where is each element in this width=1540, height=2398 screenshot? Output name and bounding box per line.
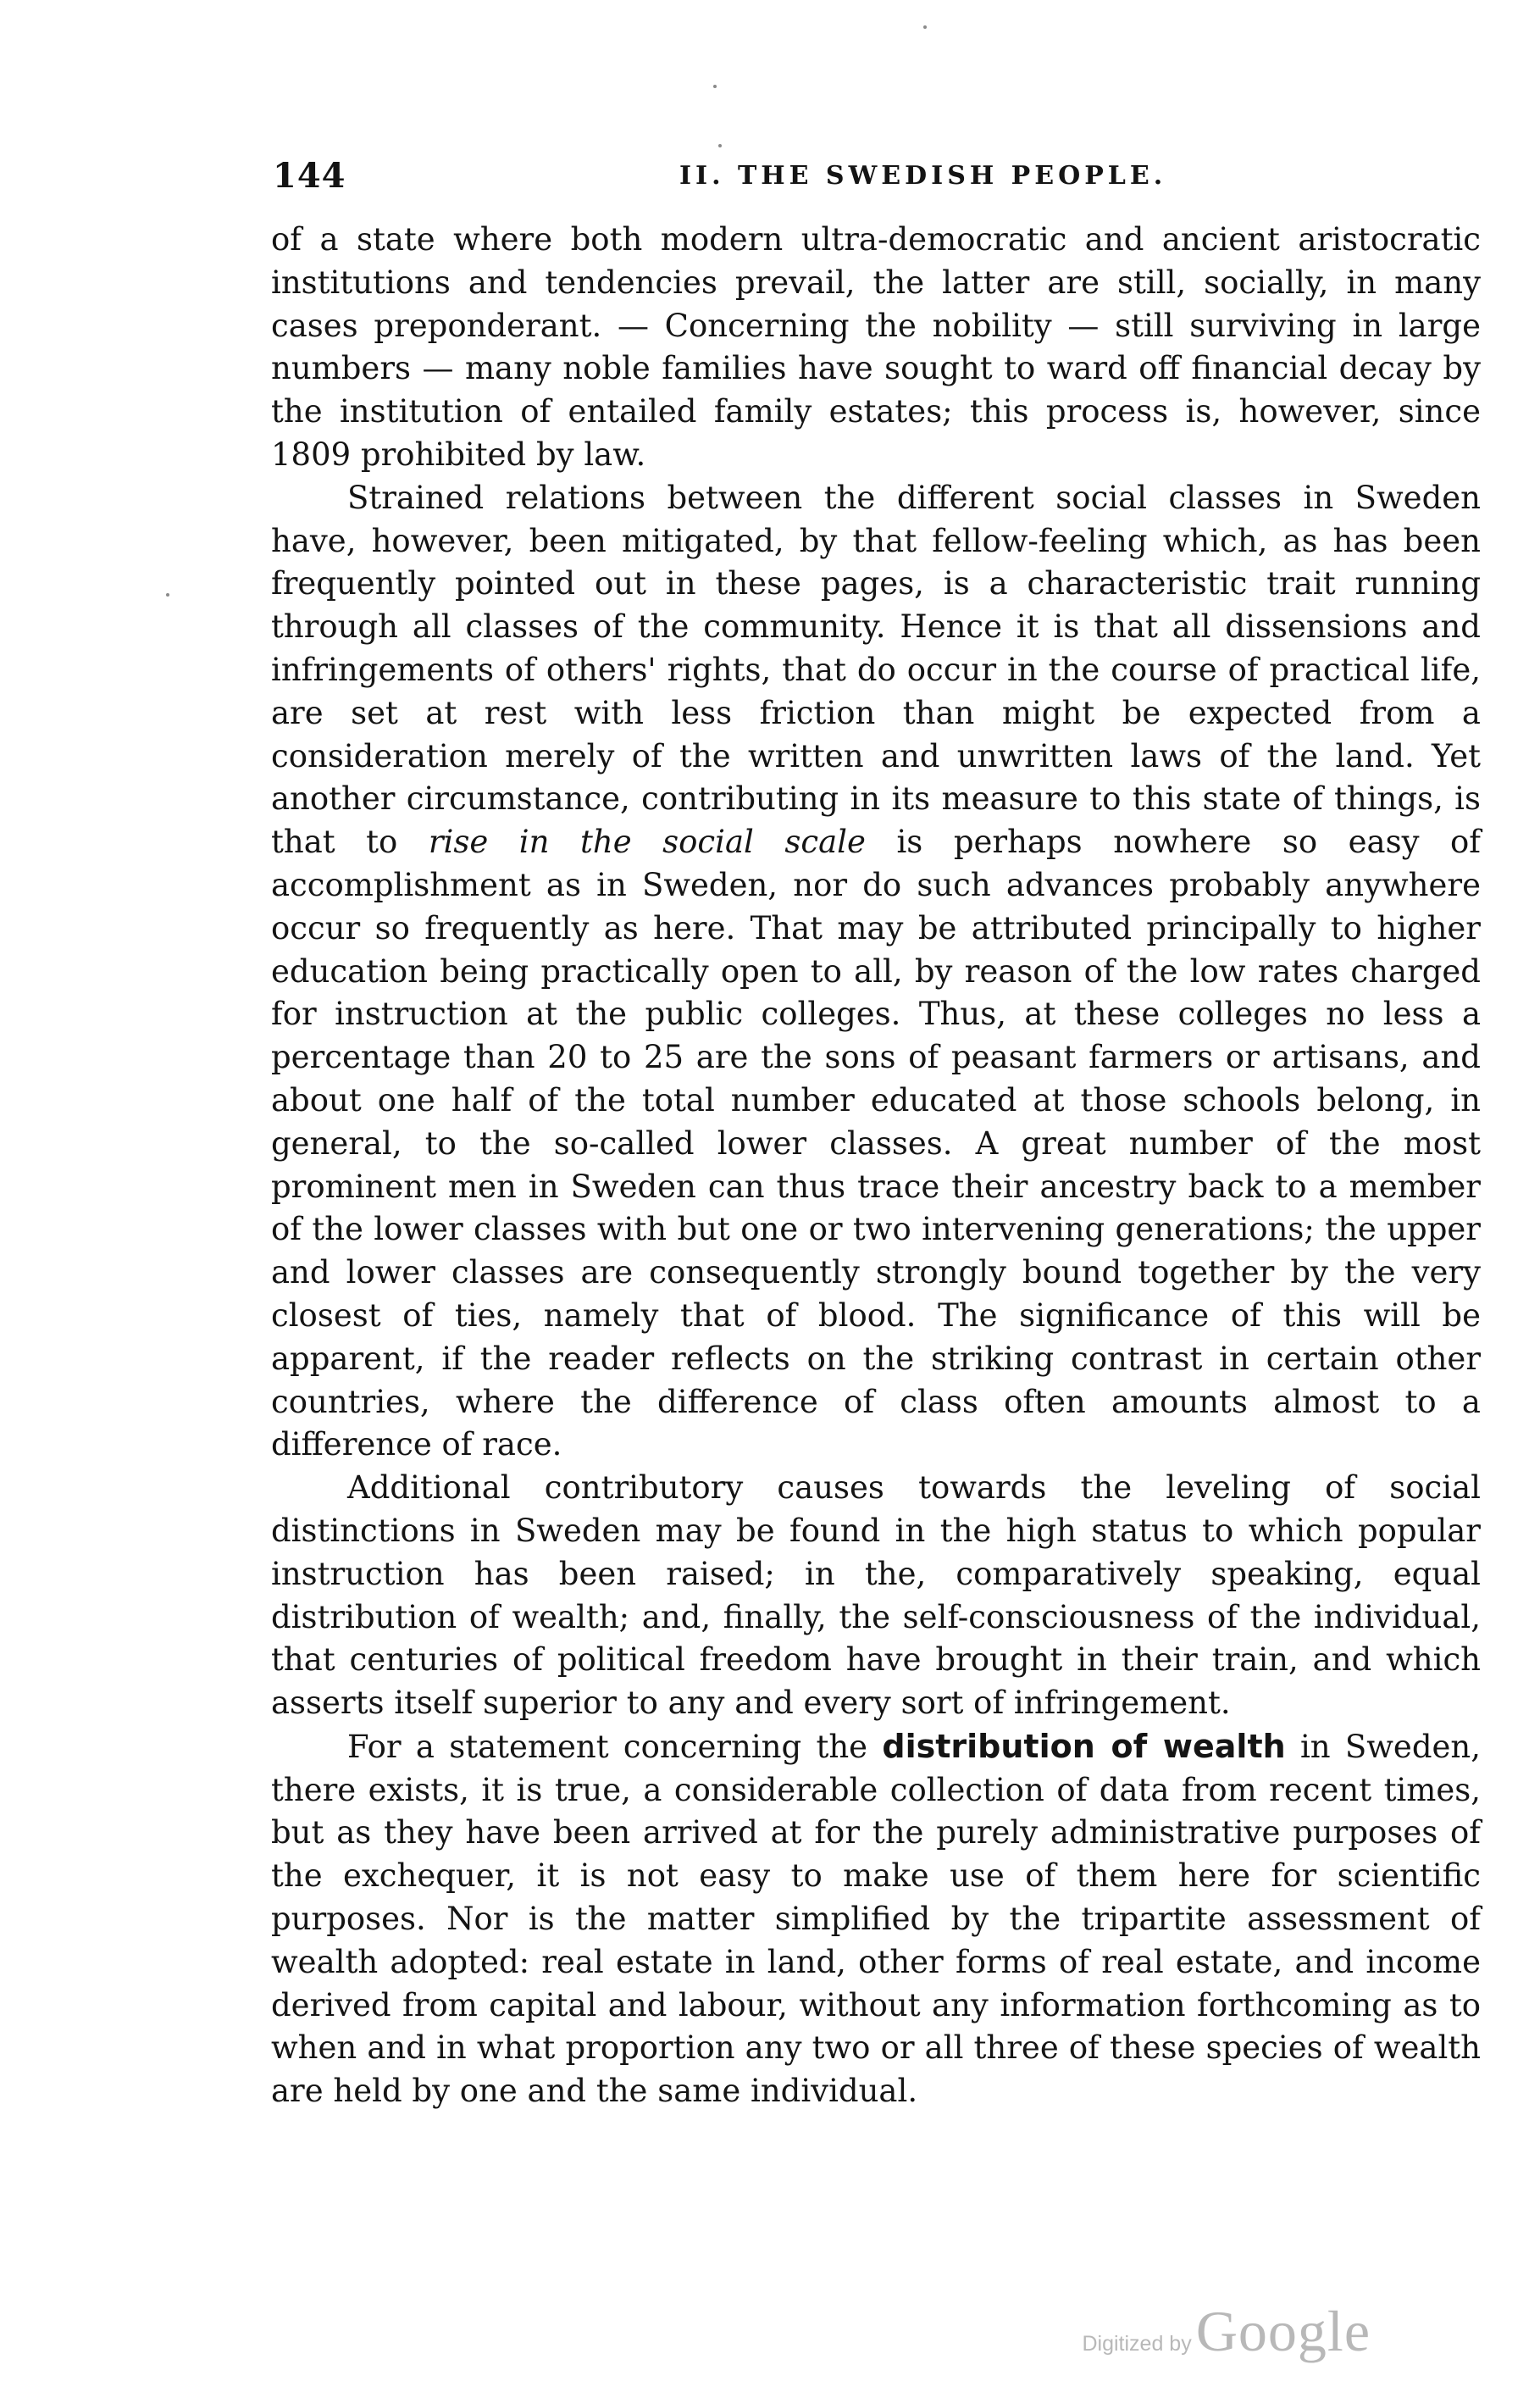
- watermark-digitized-label: Digitized by: [1082, 2332, 1192, 2356]
- italic-phrase-social-scale: rise in the social scale: [428, 824, 866, 861]
- scan-speck-upper: [713, 85, 717, 88]
- paragraph-social-relations-rest: is perhaps nowhere so easy of accomplishment as in Sweden, nor do such advances probably anywhere occur so frequently as here. That may be attributed principally to higher education being practically open to all, by reason of the low rates charged for instruction at the public colleges. Thus, at these colleges no less a percentage than 20 to 25 are the sons of peasant farmers or artisans, and about one half of the total number educated at those schools belong, in general, to the so-called lower classes. A great number of the most prominent men in Sweden can thus trace their ancestry back to a member of the lower classes with but one or two intervening generations; the upper and lower classes are consequently strongly bound together by the very closest of ties, namely that of blood. The significance of this will be apparent, if the reader reflects on the striking contrast in certain other countries, where the difference of class often amounts almost to a difference of race.: [271, 824, 1482, 1463]
- scan-speck-margin: [166, 593, 169, 597]
- google-logo: Google: [1195, 2299, 1371, 2363]
- paragraph-distribution-rest: in Sweden, there exists, it is true, a considerable collection of data from recent times, but as they have been arrived at for the purely administrative purposes of the exchequer, it is not easy to make use of them here for scientific purposes. Nor is the matter simplified by the tripartite assessment of wealth adopted: real estate in land, other forms of real estate, and income derived from capital and labour, without any information forthcoming as to when and in what proportion any two or all three of these species of wealth are held by one and the same individual.: [271, 1728, 1481, 2110]
- digitized-by-google-watermark: [1082, 2298, 1371, 2365]
- scan-speck-top: [923, 25, 927, 29]
- body-text: [271, 219, 1481, 2113]
- paragraph-social-relations: [271, 477, 1481, 1467]
- scan-speck-mid: [718, 144, 722, 147]
- paragraph-social-relations-lead: Strained relations between the different social classes in Sweden have, however, been mitigated, by that fellow-feeling which, as has been frequently pointed out in these pages, is a characteristic trait running through all classes of the community. Hence it is that all dissensions and infringements of others' rights, that do occur in the course of practical life, are set at rest with less friction than might be expected from a consideration merely of the written and unwritten laws of the land. Yet another circumstance, contributing in its measure to this state of things, is that to: [271, 479, 1481, 861]
- bold-term-distribution-of-wealth: distribution of wealth: [882, 1727, 1286, 1765]
- paragraph-continuation: of a state where both modern ultra-democratic and ancient aristocratic institutions and tendencies prevail, the latter are still, socially, in many cases preponderant. — Concerning the nobility — still surviving in large numbers — many noble families have sought to ward off financial decay by the institution of entailed family estates; this process is, however, since 1809 prohibited by law.: [271, 221, 1481, 473]
- running-head: II. THE SWEDISH PEOPLE.: [679, 161, 1167, 191]
- paragraph-distribution: [271, 1725, 1481, 2113]
- paragraph-distribution-lead: For a statement concerning the: [347, 1728, 883, 1765]
- page-header: [273, 156, 1477, 200]
- paragraph-contributory-causes: Additional contributory causes towards the leveling of social distinctions in Sweden may be found in the high status to which popular instruction has been raised; in the, comparatively speaking, equal distribution of wealth; and, finally, the self-consciousness of the individual, that centuries of political freedom have brought in their train, and which asserts itself superior to any and every sort of infringement.: [271, 1469, 1481, 1722]
- page-number: 144: [273, 156, 346, 196]
